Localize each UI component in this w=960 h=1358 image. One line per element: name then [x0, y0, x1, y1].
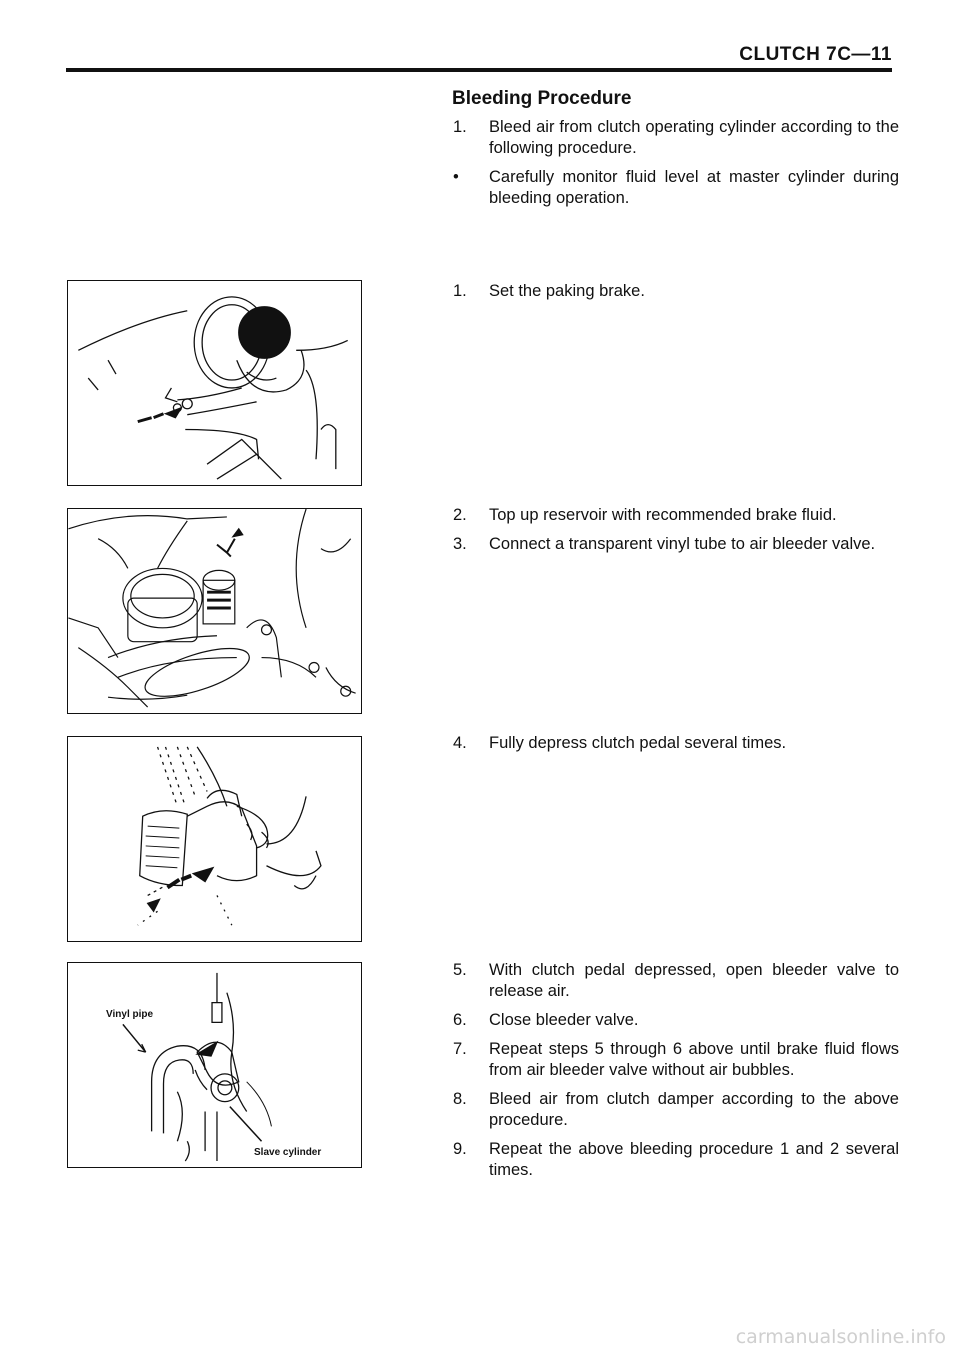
step-text: Connect a transparent vinyl tube to air bleeder valve. — [489, 535, 876, 553]
list-item — [453, 733, 899, 754]
step-text: Carefully monitor fluid level at master cylinder during bleeding operation. — [489, 168, 899, 207]
step-text: Bleed air from clutch operating cylinder according to the following procedure. — [489, 118, 899, 157]
step-number: 1. — [453, 118, 467, 136]
intro-list — [453, 117, 899, 217]
steps-group-a — [453, 281, 899, 310]
list-item — [453, 534, 899, 555]
step-number: 8. — [453, 1090, 467, 1108]
step-text: Top up reservoir with recommended brake fluid. — [489, 506, 837, 524]
figure-parking-brake — [67, 280, 362, 486]
list-item — [453, 960, 899, 1002]
step-text: Fully depress clutch pedal several times. — [489, 734, 787, 752]
parking-brake-illustration — [68, 281, 361, 485]
list-item — [453, 1010, 899, 1031]
section-title: Bleeding Procedure — [452, 88, 632, 109]
figure-clutch-pedal — [67, 736, 362, 942]
list-item — [453, 1089, 899, 1131]
step-number: 5. — [453, 961, 467, 979]
page-header-title: CLUTCH 7C—11 — [739, 44, 892, 65]
step-number: 4. — [453, 734, 467, 752]
step-number: 6. — [453, 1011, 467, 1029]
step-text: Set the paking brake. — [489, 282, 645, 300]
slave-cylinder-label: Slave cylinder — [254, 1147, 322, 1158]
step-number: 2. — [453, 506, 467, 524]
step-number: 1. — [453, 282, 467, 300]
list-item — [453, 117, 899, 159]
step-text: Repeat the above bleeding procedure 1 and 2 several times. — [489, 1140, 899, 1179]
figure-slave-cylinder — [67, 962, 362, 1168]
list-item — [453, 1139, 899, 1181]
step-text: Bleed air from clutch damper according to the above procedure. — [489, 1090, 899, 1129]
list-item — [453, 505, 899, 526]
steps-group-c — [453, 733, 899, 762]
watermark: carmanualsonline.info — [735, 1326, 946, 1348]
step-number: 3. — [453, 535, 467, 553]
figure-reservoir — [67, 508, 362, 714]
step-number: 9. — [453, 1140, 467, 1158]
list-item — [453, 281, 899, 302]
vinyl-pipe-label: Vinyl pipe — [106, 1009, 154, 1020]
steps-group-b — [453, 505, 899, 563]
header-rule — [66, 68, 892, 72]
step-text: With clutch pedal depressed, open bleeder valve to release air. — [489, 961, 899, 1000]
reservoir-illustration — [68, 509, 361, 713]
bullet: • — [453, 168, 459, 186]
clutch-pedal-illustration — [68, 737, 361, 941]
step-text: Close bleeder valve. — [489, 1011, 639, 1029]
list-item — [453, 1039, 899, 1081]
steps-group-d — [453, 960, 899, 1189]
step-number: 7. — [453, 1040, 467, 1058]
step-text: Repeat steps 5 through 6 above until brake fluid flows from air bleeder valve without air bubbles. — [489, 1040, 899, 1079]
list-item — [453, 167, 899, 209]
slave-cylinder-illustration — [68, 963, 361, 1167]
